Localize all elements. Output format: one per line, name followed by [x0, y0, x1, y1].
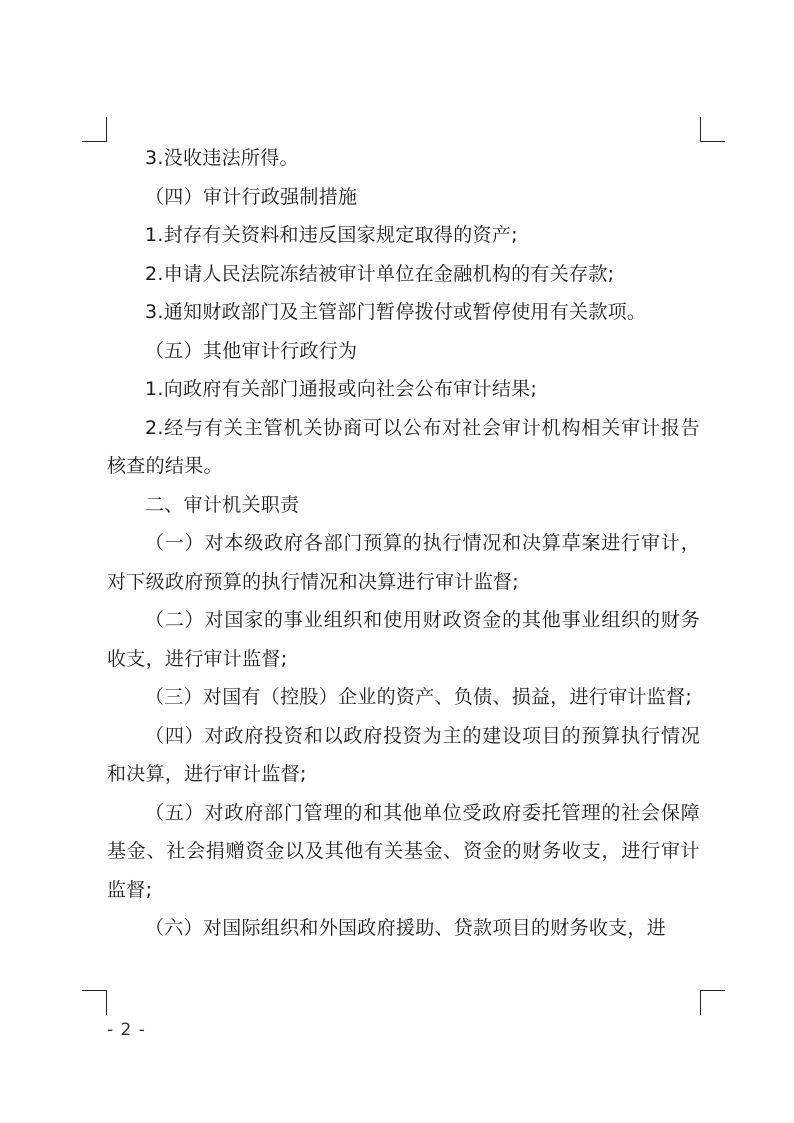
paragraph: 2.经与有关主管机关协商可以公布对社会审计机构相关审计报告核查的结果。	[107, 416, 700, 477]
paragraph: （三）对国有（控股）企业的资产、负债、损益，进行审计监督;	[145, 686, 693, 708]
paragraph: （一）对本级政府各部门预算的执行情况和决算草案进行审计，对下级政府预算的执行情况和决算进行审计监督;	[107, 532, 700, 593]
section-heading: （四）审计行政强制措施	[145, 185, 358, 208]
page-number: - 2 -	[107, 1020, 146, 1040]
paragraph: （六）对国际组织和外国政府援助、贷款项目的财务收支，进	[145, 917, 667, 939]
crop-mark-top-left	[82, 117, 107, 142]
section-heading: （五）其他审计行政行为	[145, 339, 358, 362]
paragraph: 1.封存有关资料和违反国家规定取得的资产;	[145, 224, 518, 246]
paragraph: （二）对国家的事业组织和使用财政资金的其他事业组织的财务收支，进行审计监督;	[107, 609, 700, 670]
paragraph: 3.没收违法所得。	[145, 147, 299, 169]
crop-mark-top-right	[700, 117, 725, 142]
crop-mark-bottom-left	[82, 990, 107, 1015]
paragraph: 1.向政府有关部门通报或向社会公布审计结果;	[145, 378, 538, 400]
document-body	[107, 139, 700, 948]
paragraph: 2.申请人民法院冻结被审计单位在金融机构的有关存款;	[145, 262, 615, 285]
chapter-heading: 二、审计机关职责	[145, 493, 300, 516]
crop-mark-bottom-right	[700, 990, 725, 1015]
paragraph: （四）对政府投资和以政府投资为主的建设项目的预算执行情况和决算，进行审计监督;	[107, 724, 700, 785]
paragraph: （五）对政府部门管理的和其他单位受政府委托管理的社会保障基金、社会捐赠资金以及其他有关基金、资金的财务收支，进行审计监督;	[107, 801, 700, 901]
paragraph: 3.通知财政部门及主管部门暂停拨付或暂停使用有关款项。	[145, 301, 647, 323]
